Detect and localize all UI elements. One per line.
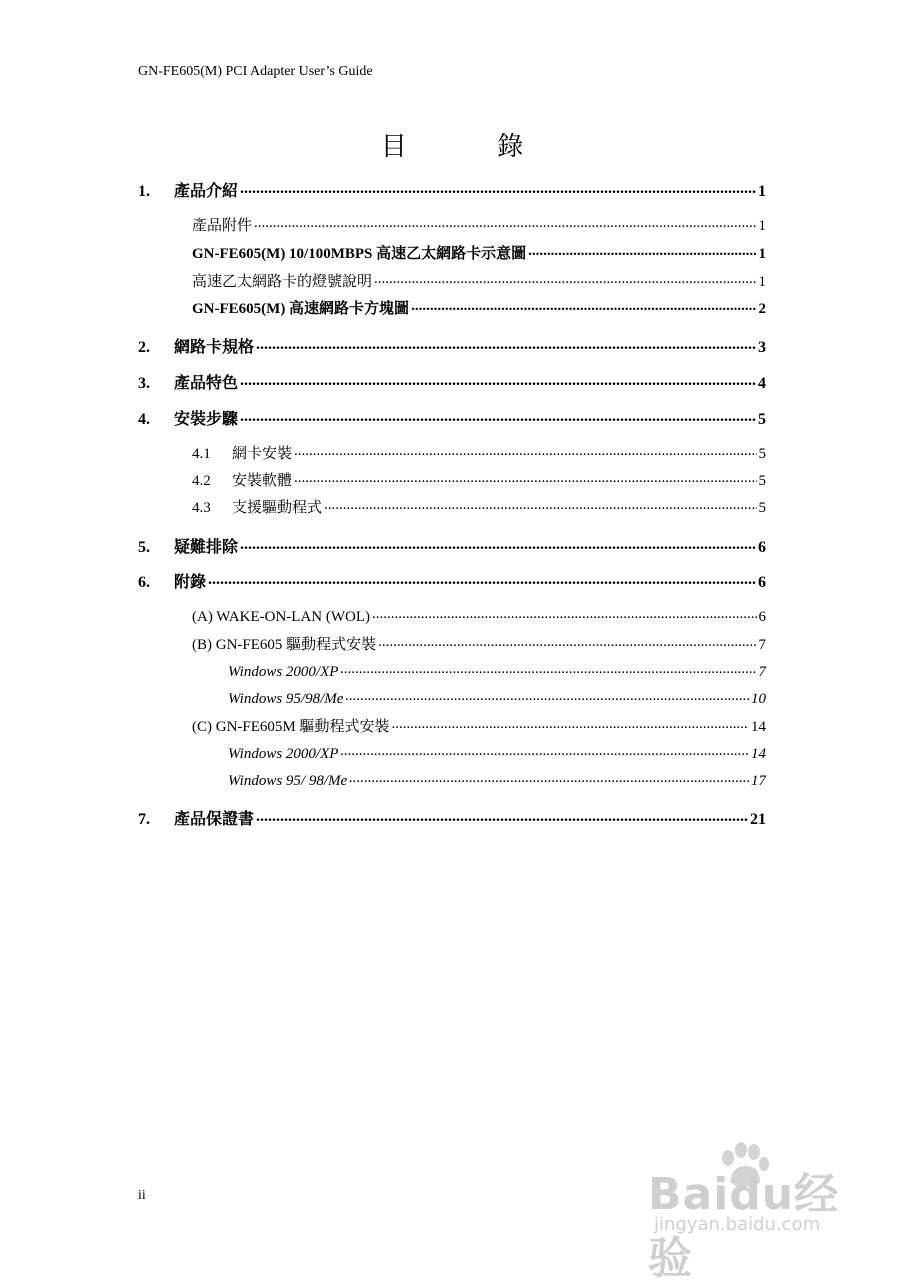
toc-entry[interactable]	[138, 214, 766, 235]
toc-page: 2	[758, 301, 766, 317]
leader-dots	[240, 536, 756, 552]
toc-page: 1	[758, 183, 766, 200]
toc-page: 5	[758, 500, 766, 516]
watermark-url: jingyan.baidu.com	[654, 1214, 821, 1235]
toc-entry[interactable]	[138, 569, 766, 592]
toc-page: 5	[758, 446, 766, 462]
toc-entry[interactable]	[138, 633, 766, 654]
toc-entry[interactable]	[138, 770, 766, 790]
watermark-logo: Baidu经验	[648, 1169, 840, 1284]
toc-label: 支援驅動程式	[232, 500, 323, 516]
toc-number: 5.	[138, 539, 150, 556]
toc-label: 網卡安裝	[232, 446, 293, 462]
toc-number: 6.	[138, 574, 150, 591]
toc-page: 6	[758, 609, 766, 625]
toc-page: 7	[758, 664, 766, 680]
leader-dots	[324, 497, 756, 512]
toc-label: Windows 2000/XP	[228, 746, 339, 762]
leader-dots	[340, 661, 756, 676]
leader-dots	[340, 743, 749, 758]
leader-dots	[256, 336, 756, 352]
page-number: ii	[138, 1188, 146, 1203]
toc-label: 疑難排除	[174, 539, 239, 556]
toc-page: 1	[758, 274, 766, 290]
toc-label: Windows 95/98/Me	[228, 691, 344, 707]
toc-label: 產品附件	[192, 218, 253, 234]
toc-entry[interactable]	[138, 242, 766, 263]
toc-page: 21	[750, 811, 766, 828]
toc-entry[interactable]	[138, 688, 766, 708]
leader-dots	[411, 298, 756, 313]
leader-dots	[208, 571, 756, 587]
toc-label: 安裝步驟	[174, 411, 239, 428]
toc-number: 4.	[138, 411, 150, 428]
toc-entry[interactable]	[138, 606, 766, 626]
leader-dots	[349, 770, 749, 785]
toc-entry[interactable]	[138, 496, 766, 517]
leader-dots	[374, 271, 756, 286]
toc-entry[interactable]	[138, 297, 766, 318]
toc-page: 14	[751, 719, 766, 735]
toc-page: 1	[758, 218, 766, 234]
toc-number: 4.3	[192, 500, 211, 516]
toc-label: GN-FE605(M) 10/100MBPS 高速乙太網路卡示意圖	[192, 246, 527, 262]
toc-entry[interactable]	[138, 469, 766, 490]
toc-entry[interactable]	[138, 178, 766, 201]
leader-dots	[528, 243, 756, 258]
toc-page: 7	[758, 637, 766, 653]
toc-number: 7.	[138, 811, 150, 828]
toc-label: 高速乙太網路卡的燈號說明	[192, 274, 373, 290]
toc-label: 產品保證書	[174, 811, 255, 828]
page-title: 目 錄	[380, 132, 566, 161]
toc-page: 6	[758, 539, 766, 556]
toc-label: (B) GN-FE605 驅動程式安裝	[192, 637, 377, 653]
toc-number: 4.1	[192, 446, 211, 462]
toc-label: 產品介紹	[174, 183, 239, 200]
toc-entry[interactable]	[138, 406, 766, 429]
toc-page: 1	[758, 246, 766, 262]
leader-dots	[240, 180, 756, 196]
toc-page: 17	[751, 773, 766, 789]
toc-page: 14	[751, 746, 766, 762]
toc-label: (A) WAKE-ON-LAN (WOL)	[192, 609, 371, 625]
toc-page: 6	[758, 574, 766, 591]
baidu-jingyan-watermark	[640, 1140, 870, 1284]
toc-entry[interactable]	[138, 334, 766, 357]
leader-dots	[254, 215, 756, 230]
toc-entry[interactable]	[138, 715, 766, 736]
toc-entry[interactable]	[138, 806, 766, 829]
toc-page: 5	[758, 473, 766, 489]
leader-dots	[294, 470, 756, 485]
toc-label: 安裝軟體	[232, 473, 293, 489]
toc-entry[interactable]	[138, 743, 766, 763]
toc-number: 2.	[138, 339, 150, 356]
toc-label: 網路卡規格	[174, 339, 255, 356]
toc-label: 產品特色	[174, 375, 239, 392]
toc-label: 附錄	[174, 574, 207, 591]
leader-dots	[345, 688, 749, 703]
toc-entry[interactable]	[138, 270, 766, 291]
toc-number: 1.	[138, 183, 150, 200]
leader-dots	[294, 443, 756, 458]
toc-number: 3.	[138, 375, 150, 392]
toc-page: 4	[758, 375, 766, 392]
leader-dots	[392, 716, 750, 731]
toc-number: 4.2	[192, 473, 211, 489]
toc-label: Windows 2000/XP	[228, 664, 339, 680]
toc-label: GN-FE605(M) 高速網路卡方塊圖	[192, 301, 410, 317]
leader-dots	[256, 808, 748, 824]
toc-page: 10	[751, 691, 766, 707]
toc-page: 3	[758, 339, 766, 356]
running-header: GN-FE605(M) PCI Adapter User’s Guide	[138, 64, 373, 79]
leader-dots	[372, 606, 756, 621]
leader-dots	[240, 408, 756, 424]
toc-label: Windows 95/ 98/Me	[228, 773, 348, 789]
toc-entry[interactable]	[138, 442, 766, 463]
toc-entry[interactable]	[138, 661, 766, 681]
toc-entry[interactable]	[138, 370, 766, 393]
toc-label: (C) GN-FE605M 驅動程式安裝	[192, 719, 390, 735]
toc-page: 5	[758, 411, 766, 428]
leader-dots	[378, 634, 756, 649]
leader-dots	[240, 372, 756, 388]
toc-entry[interactable]	[138, 534, 766, 557]
